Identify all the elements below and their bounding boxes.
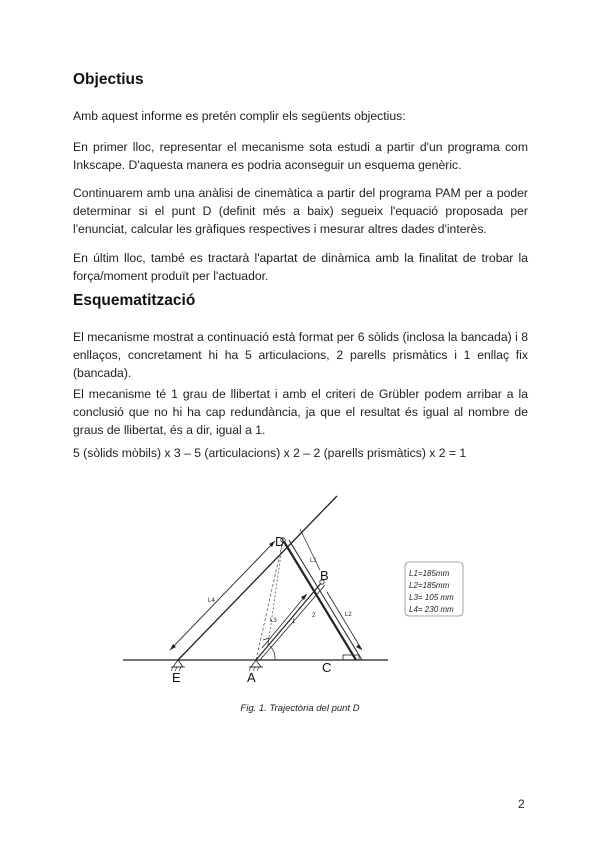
dashed-line-d-h [268,540,283,645]
bar-dc [283,540,356,660]
paragraph-objectius-3: Continuarem amb una anàlisi de cinemàtica a partir del programa PAM per a poder determinar si el punt D (definit més a baix) segueix l'equació proposada per l'enunciat, calcular les gràfiques respectives i mesurar altres dades d'interès. [73,186,528,236]
figure-caption: Fig. 1. Trajectòria del punt D [240,703,360,714]
legend-l1: L1=185mm [409,569,450,578]
grubler-equation: 5 (sòlids mòbils) x 3 – 5 (articulacions) x 2 – 2 (parells prismàtics) x 2 = 1 [73,446,467,460]
legend-l3: L3= 105 mm [409,593,454,602]
heading-esquematitzacio: Esquematització [73,292,196,309]
heading-objectius: Objectius [73,71,144,88]
label-point-a: A [247,670,256,685]
dashed-line-da [256,540,283,660]
paragraph-objectius-4: En últim lloc, també es tractarà l'apartat de dinàmica amb la finalitat de trobar la força/moment produït per l'actuador. [73,251,528,283]
link-label-l1: L1 [310,558,317,564]
label-point-e: E [172,670,181,685]
label-point-c: C [322,660,332,675]
legend-l2: L2=185mm [409,581,450,590]
bar-dc-edge [289,540,362,660]
guide-line [178,496,337,660]
link-ab [256,582,322,660]
arrow-head [356,644,362,650]
link-label-l3: L3 [270,618,277,624]
paragraph-esquema-1: El mecanisme mostrat a continuació està format per 6 sòlids (inclosa la bancada) i 8 enllaços, concretament hi ha 5 articulacions, 2 parells prismàtics i 1 enllaç fix (bancada). [73,330,528,380]
dimension-l4 [170,541,275,650]
paragraph-objectius-2: En primer lloc, representar el mecanisme sota estudi a partir d'un programa com Inkscape. D'aquesta manera es podria aconseguir un esquema genèric. [73,140,528,172]
label-point-b: B [320,568,329,583]
link-label-l4: L4 [208,598,215,604]
paragraph-esquema-2: El mecanisme té 1 grau de llibertat i amb el criteri de Grübler podem arribar a la conclusió que no hi ha cap redundància, ja que el resultat és igual al nombre de graus de llibertat, és a dir, igual a 1. [73,387,528,437]
arrow-head [301,594,307,600]
link-number-1: 1 [292,619,296,625]
page-number: 2 [518,797,525,811]
legend-l4: L4= 230 mm [409,605,454,614]
label-point-d: D [275,534,285,549]
link-label-l2: L2 [345,612,352,618]
paragraph-objectius-1: Amb aquest informe es pretén complir els següents objectius: [73,109,406,123]
link-number-2: 2 [312,613,316,619]
